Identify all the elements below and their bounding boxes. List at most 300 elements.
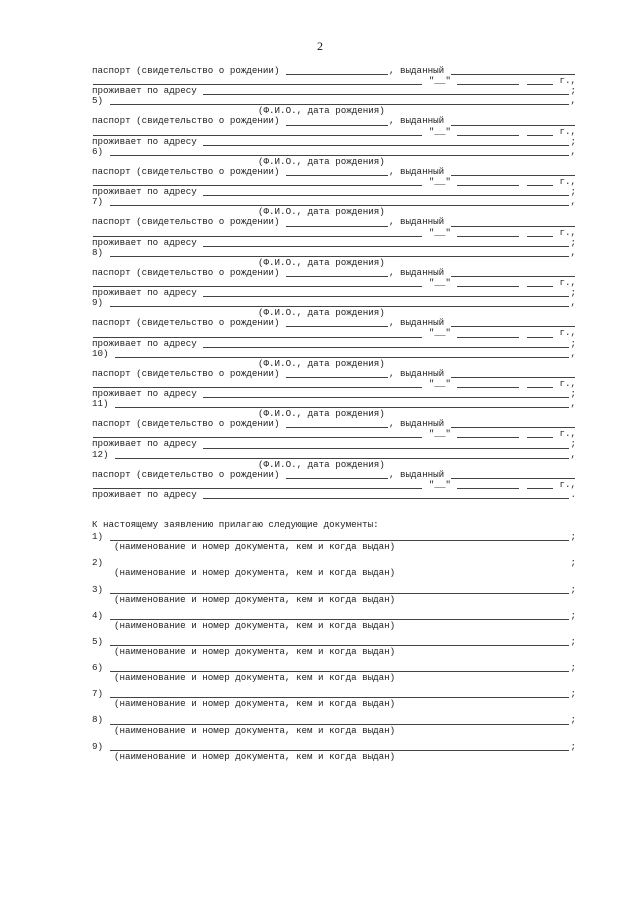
line-end: ; (570, 389, 576, 399)
issue-year-field[interactable] (527, 430, 553, 438)
document-number: 3) (92, 584, 104, 595)
issued-label: , выданный (388, 66, 445, 76)
passport-number-field[interactable] (286, 219, 388, 227)
person-number: 7) (92, 197, 104, 208)
passport-number-field[interactable] (286, 420, 388, 428)
issued-by-field[interactable] (451, 168, 575, 176)
document-line (92, 558, 576, 568)
issued-by-field-continued[interactable] (93, 330, 422, 338)
space (279, 419, 285, 429)
address-line (92, 238, 576, 248)
document-line (92, 689, 576, 699)
resides-label: проживает по адресу (92, 237, 197, 248)
issued-by-field-continued[interactable] (93, 430, 422, 438)
document-number: 4) (92, 610, 104, 621)
issued-by-field[interactable] (451, 471, 575, 479)
space (103, 558, 109, 568)
space (197, 439, 203, 449)
issue-month-field[interactable] (457, 178, 519, 186)
space (444, 318, 450, 328)
space (279, 217, 285, 227)
person-line (92, 298, 576, 308)
address-field[interactable] (203, 491, 569, 499)
space (279, 167, 285, 177)
space (279, 66, 285, 76)
issue-year-field[interactable] (527, 128, 553, 136)
space (109, 450, 115, 460)
document-number: 6) (92, 663, 104, 674)
space (197, 86, 203, 96)
person-number: 11) (92, 399, 109, 410)
space (103, 248, 109, 258)
person-caption-line (92, 308, 576, 318)
line-end: ; (570, 715, 576, 726)
issued-by-field-continued[interactable] (93, 481, 422, 489)
space (279, 369, 285, 379)
address-line (92, 439, 576, 449)
line-end: ; (570, 237, 576, 248)
passport-line (92, 66, 576, 76)
issue-date-line (92, 328, 576, 338)
space (103, 611, 109, 621)
person-name-field[interactable] (110, 148, 570, 156)
resides-label: проживает по адресу (92, 439, 197, 450)
issued-label: , выданный (388, 217, 445, 228)
person-line (92, 399, 576, 409)
person-line (92, 147, 576, 157)
space (103, 298, 109, 308)
issue-year-field[interactable] (527, 229, 553, 237)
person-line (92, 96, 576, 106)
space (451, 177, 457, 187)
year-suffix: г., (559, 479, 576, 490)
person-caption-line (92, 258, 576, 268)
issued-by-field[interactable] (451, 67, 575, 75)
document-field[interactable] (110, 586, 570, 594)
issue-month-field[interactable] (457, 279, 519, 287)
issue-date-line (92, 480, 576, 490)
attachments-heading (92, 520, 576, 530)
resides-label: проживает по адресу (92, 489, 197, 500)
date-quote: "__" (428, 177, 451, 188)
document-line (92, 637, 576, 647)
space (197, 490, 203, 500)
line-end: ; (570, 610, 576, 621)
space (451, 379, 457, 389)
passport-line (92, 268, 576, 278)
document-caption-line (92, 568, 576, 578)
person-name-field[interactable] (115, 451, 569, 459)
document-caption-line (92, 595, 576, 605)
passport-number-field[interactable] (286, 67, 388, 75)
space (520, 328, 526, 338)
date-quote: "__" (428, 328, 451, 339)
person-number: 5) (92, 96, 104, 107)
line-end: ; (570, 338, 576, 349)
document-caption-line (92, 647, 576, 657)
space (520, 127, 526, 137)
line-end: ; (570, 187, 576, 198)
passport-line (92, 470, 576, 480)
issue-year-field[interactable] (527, 330, 553, 338)
issued-by-field[interactable] (451, 269, 575, 277)
person-caption: (Ф.И.О., дата рождения) (258, 156, 385, 167)
person-name-field[interactable] (115, 350, 569, 358)
space (197, 339, 203, 349)
document-line (92, 611, 576, 621)
space (103, 715, 109, 725)
address-line (92, 187, 576, 197)
line-end: ; (570, 288, 576, 299)
passport-label: паспорт (свидетельство о рождении) (92, 419, 280, 430)
date-quote: "__" (428, 479, 451, 490)
person-caption-line (92, 157, 576, 167)
space (103, 637, 109, 647)
person-number: 8) (92, 247, 104, 258)
passport-line (92, 116, 576, 126)
issued-by-field[interactable] (451, 319, 575, 327)
line-end: ; (570, 636, 576, 647)
year-suffix: г., (559, 378, 576, 389)
resides-label: проживает по адресу (92, 389, 197, 399)
document-field[interactable] (110, 664, 570, 672)
passport-line (92, 419, 576, 429)
document-number: 7) (92, 689, 104, 700)
space (197, 187, 203, 197)
address-field[interactable] (203, 340, 569, 348)
person-caption: (Ф.И.О., дата рождения) (258, 257, 385, 268)
space (279, 470, 285, 480)
passport-line (92, 217, 576, 227)
issue-date-line (92, 177, 576, 187)
document-caption-line (92, 673, 576, 683)
document-number: 5) (92, 636, 104, 647)
space (103, 663, 109, 673)
issue-date-line (92, 379, 576, 389)
passport-label: паспорт (свидетельство о рождении) (92, 368, 280, 379)
date-quote: "__" (428, 76, 451, 87)
document-field[interactable] (110, 612, 570, 620)
passport-label: паспорт (свидетельство о рождении) (92, 66, 280, 76)
issued-label: , выданный (388, 368, 445, 379)
person-caption: (Ф.И.О., дата рождения) (258, 207, 385, 218)
document-caption: (наименование и номер документа, кем и когда выдан) (114, 594, 396, 605)
attachments-heading-text: К настоящему заявлению прилагаю следующие документы: (92, 520, 379, 531)
issue-month-field[interactable] (457, 481, 519, 489)
document-line (92, 532, 576, 542)
person-line (92, 450, 576, 460)
person-line (92, 248, 576, 258)
space (197, 389, 203, 399)
person-line (92, 349, 576, 359)
line-end: , (570, 449, 576, 460)
address-line (92, 86, 576, 96)
line-end: ; (570, 558, 576, 569)
person-number: 12) (92, 449, 109, 460)
issued-by-field[interactable] (451, 219, 575, 227)
space (197, 238, 203, 248)
person-caption-line (92, 460, 576, 470)
document-caption: (наименование и номер документа, кем и когда выдан) (114, 725, 396, 736)
space (451, 228, 457, 238)
space (279, 318, 285, 328)
document-number: 8) (92, 715, 104, 726)
year-suffix: г., (559, 429, 576, 440)
person-number: 10) (92, 348, 109, 359)
issue-date-line (92, 278, 576, 288)
document-caption: (наименование и номер документа, кем и когда выдан) (114, 673, 396, 684)
issued-label: , выданный (388, 469, 445, 480)
passport-label: паспорт (свидетельство о рождении) (92, 318, 280, 329)
issue-date-line (92, 76, 576, 86)
person-caption: (Ф.И.О., дата рождения) (258, 409, 385, 420)
document-caption: (наименование и номер документа, кем и когда выдан) (114, 751, 396, 762)
document-field[interactable] (110, 717, 570, 725)
person-caption: (Ф.И.О., дата рождения) (258, 459, 385, 470)
address-field[interactable] (203, 441, 569, 449)
address-field[interactable] (203, 289, 569, 297)
address-field[interactable] (203, 87, 569, 95)
space (103, 689, 109, 699)
person-caption: (Ф.И.О., дата рождения) (258, 308, 385, 319)
issue-year-field[interactable] (527, 380, 553, 388)
space (451, 429, 457, 439)
space (444, 470, 450, 480)
document-caption-line (92, 726, 576, 736)
issue-month-field[interactable] (457, 128, 519, 136)
space (520, 480, 526, 490)
document-caption: (наименование и номер документа, кем и когда выдан) (114, 620, 396, 631)
address-line (92, 288, 576, 298)
passport-line (92, 167, 576, 177)
space (279, 268, 285, 278)
space (279, 116, 285, 126)
document-caption: (наименование и номер документа, кем и когда выдан) (114, 646, 396, 657)
passport-number-field[interactable] (286, 168, 388, 176)
person-name-field[interactable] (110, 299, 570, 307)
address-line (92, 137, 576, 147)
issued-by-field-continued[interactable] (93, 380, 422, 388)
date-quote: "__" (428, 227, 451, 238)
passport-label: паспорт (свидетельство о рождении) (92, 469, 280, 480)
passport-number-field[interactable] (286, 471, 388, 479)
line-end: ; (570, 136, 576, 147)
issue-date-line (92, 228, 576, 238)
address-field[interactable] (203, 138, 569, 146)
space (451, 278, 457, 288)
space (444, 419, 450, 429)
passport-label: паспорт (свидетельство о рождении) (92, 267, 280, 278)
document-caption: (наименование и номер документа, кем и когда выдан) (114, 568, 396, 579)
space (103, 532, 109, 542)
resides-label: проживает по адресу (92, 338, 197, 349)
issue-month-field[interactable] (457, 380, 519, 388)
issue-year-field[interactable] (527, 481, 553, 489)
document-caption-line (92, 699, 576, 709)
space (109, 349, 115, 359)
year-suffix: г., (559, 328, 576, 339)
line-end: , (570, 146, 576, 157)
line-end: , (570, 399, 576, 410)
line-end: ; (570, 532, 576, 543)
person-caption-line (92, 106, 576, 116)
resides-label: проживает по адресу (92, 288, 197, 299)
address-line (92, 339, 576, 349)
line-end: ; (570, 689, 576, 700)
person-caption: (Ф.И.О., дата рождения) (258, 358, 385, 369)
issue-month-field[interactable] (457, 330, 519, 338)
space (103, 96, 109, 106)
address-line (92, 389, 576, 399)
space (103, 585, 109, 595)
document-line (92, 742, 576, 752)
person-caption-line (92, 207, 576, 217)
page-number: 2 (317, 39, 323, 53)
issued-by-field-continued[interactable] (93, 77, 422, 85)
issued-by-field-continued[interactable] (93, 229, 422, 237)
document-number: 2) (92, 558, 104, 569)
resides-label: проживает по адресу (92, 187, 197, 198)
passport-label: паспорт (свидетельство о рождении) (92, 116, 280, 127)
person-line (92, 197, 576, 207)
document-field[interactable] (110, 690, 570, 698)
space (520, 177, 526, 187)
person-number: 9) (92, 298, 104, 309)
document-line (92, 715, 576, 725)
space (520, 429, 526, 439)
person-name-field[interactable] (110, 249, 570, 257)
issued-by-field-continued[interactable] (93, 279, 422, 287)
issue-month-field[interactable] (457, 77, 519, 85)
issue-month-field[interactable] (457, 229, 519, 237)
address-field[interactable] (203, 188, 569, 196)
document-caption: (наименование и номер документа, кем и когда выдан) (114, 542, 396, 553)
date-quote: "__" (428, 277, 451, 288)
space (444, 268, 450, 278)
space (444, 116, 450, 126)
line-end: , (570, 247, 576, 258)
issued-label: , выданный (388, 318, 445, 329)
passport-line (92, 369, 576, 379)
issued-by-field[interactable] (451, 370, 575, 378)
passport-number-field[interactable] (286, 370, 388, 378)
person-caption-line (92, 359, 576, 369)
document-number: 9) (92, 741, 104, 752)
issued-by-field-continued[interactable] (93, 178, 422, 186)
year-suffix: г., (559, 177, 576, 188)
passport-line (92, 318, 576, 328)
line-end: ; (570, 439, 576, 450)
space (109, 399, 115, 409)
issued-by-field[interactable] (451, 118, 575, 126)
issued-label: , выданный (388, 166, 445, 177)
address-field[interactable] (203, 239, 569, 247)
space (520, 278, 526, 288)
year-suffix: г., (559, 126, 576, 137)
line-end: , (570, 348, 576, 359)
line-end: ; (570, 741, 576, 752)
line-end: ; (570, 663, 576, 674)
space (444, 167, 450, 177)
document-field[interactable] (110, 743, 570, 751)
line-end: ; (570, 86, 576, 97)
issued-by-field-continued[interactable] (93, 128, 422, 136)
person-name-field[interactable] (115, 400, 569, 408)
space (444, 369, 450, 379)
line-end: , (570, 197, 576, 208)
person-caption-line (92, 409, 576, 419)
space (197, 288, 203, 298)
application-form (92, 66, 576, 762)
line-end: , (570, 298, 576, 309)
issue-year-field[interactable] (527, 77, 553, 85)
issued-label: , выданный (388, 419, 445, 430)
space (197, 137, 203, 147)
person-name-field[interactable] (110, 198, 570, 206)
space (520, 379, 526, 389)
line-end: , (570, 96, 576, 107)
space (444, 66, 450, 76)
resides-label: проживает по адресу (92, 86, 197, 97)
year-suffix: г., (559, 76, 576, 87)
passport-label: паспорт (свидетельство о рождении) (92, 217, 280, 228)
space (451, 76, 457, 86)
passport-number-field[interactable] (286, 118, 388, 126)
person-caption: (Ф.И.О., дата рождения) (258, 106, 385, 117)
document-caption-line (92, 542, 576, 552)
spacer (92, 500, 576, 510)
date-quote: "__" (428, 378, 451, 389)
issue-date-line (92, 429, 576, 439)
space (451, 480, 457, 490)
address-field[interactable] (203, 390, 569, 398)
person-number: 6) (92, 146, 104, 157)
issue-month-field[interactable] (457, 430, 519, 438)
passport-label: паспорт (свидетельство о рождении) (92, 166, 280, 177)
spacer (92, 510, 576, 520)
issued-label: , выданный (388, 116, 445, 127)
person-name-field[interactable] (110, 97, 570, 105)
issued-by-field[interactable] (451, 420, 575, 428)
date-quote: "__" (428, 429, 451, 440)
document-line (92, 663, 576, 673)
space (103, 197, 109, 207)
issue-year-field[interactable] (527, 279, 553, 287)
issue-year-field[interactable] (527, 178, 553, 186)
document-number: 1) (92, 532, 104, 543)
issue-date-line (92, 127, 576, 137)
year-suffix: г., (559, 227, 576, 238)
passport-number-field[interactable] (286, 319, 388, 327)
address-line (92, 490, 576, 500)
document-field[interactable] (110, 638, 570, 646)
document-caption: (наименование и номер документа, кем и когда выдан) (114, 699, 396, 710)
year-suffix: г., (559, 277, 576, 288)
resides-label: проживает по адресу (92, 136, 197, 147)
document-caption-line (92, 752, 576, 762)
passport-number-field[interactable] (286, 269, 388, 277)
line-end: ; (570, 584, 576, 595)
space (451, 127, 457, 137)
document-field[interactable] (110, 533, 570, 541)
space (444, 217, 450, 227)
line-end: . (570, 489, 576, 500)
document-caption-line (92, 621, 576, 631)
space (103, 742, 109, 752)
space (451, 328, 457, 338)
space (103, 147, 109, 157)
space (520, 76, 526, 86)
